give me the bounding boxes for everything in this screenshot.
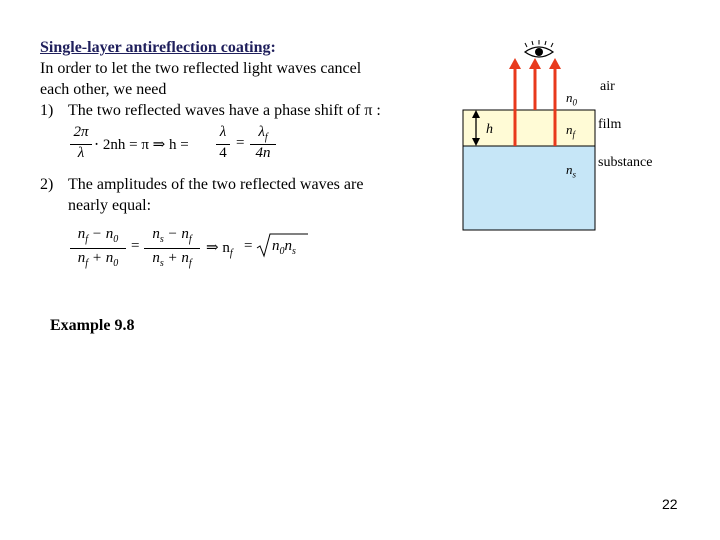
condition-1-number: 1) xyxy=(40,102,54,119)
condition-2-line-1: The amplitudes of the two reflected waves are xyxy=(68,176,364,193)
fraction-bar xyxy=(144,248,200,249)
h-label: h xyxy=(486,122,493,137)
antireflection-diagram xyxy=(455,40,625,235)
slide-title-line xyxy=(40,38,276,58)
film-label: film xyxy=(598,117,622,132)
fraction-2-numerator: $n_s - n_f$ xyxy=(152,226,192,245)
eye-icon xyxy=(525,40,553,57)
implies-nf: ⇒ $n_f$ xyxy=(206,240,233,259)
film-layer xyxy=(463,110,595,146)
nf-label: $n_f$ xyxy=(566,122,576,140)
fraction-bar xyxy=(70,248,126,249)
condition-1-text: The two reflected waves have a phase shift of π : xyxy=(68,102,381,119)
sqrt-contents: $n_0n_s$ xyxy=(272,238,296,257)
condition-2-number: 2) xyxy=(40,176,54,193)
fraction-1-denominator: $n_f + n_0$ xyxy=(77,250,119,269)
lambda-f: λ xyxy=(258,124,265,140)
lambda-f-denominator: 4n xyxy=(255,145,271,161)
reflected-ray-1-arrowhead xyxy=(529,58,541,69)
fraction-2-denominator: $n_s + n_f$ xyxy=(152,250,192,269)
phase-equation xyxy=(70,124,280,166)
substance-label: substance xyxy=(598,155,653,170)
two-pi: 2π xyxy=(73,124,89,140)
amplitude-equation xyxy=(70,226,320,274)
intro-line-2: each other, we need xyxy=(40,81,167,98)
condition-2-line-2: nearly equal: xyxy=(68,197,152,214)
air-label: air xyxy=(600,79,615,94)
lambda-f-subscript: f xyxy=(264,132,268,143)
equals-sign: = xyxy=(131,238,140,254)
lambda-f-numerator xyxy=(250,124,276,143)
two-n-h-expression: ⋅ 2nh = π ⇒ h = xyxy=(94,137,189,153)
slide-title: Single-layer antireflection coating xyxy=(40,39,271,56)
equals-sign: = xyxy=(236,135,245,151)
reflected-ray-2-arrowhead xyxy=(549,58,561,69)
n0-label: $n_0$ xyxy=(566,90,577,108)
fraction-1-numerator: $n_f - n_0$ xyxy=(77,226,119,245)
lambda-denominator: 4 xyxy=(219,145,227,161)
ns-label: $n_s$ xyxy=(566,162,577,180)
example-label: Example 9.8 xyxy=(50,317,135,334)
equals-sign: = xyxy=(244,238,253,254)
substance-layer xyxy=(463,146,595,230)
intro-line-1: In order to let the two reflected light waves cancel xyxy=(40,60,362,77)
incident-ray-arrowhead xyxy=(509,58,521,69)
lambda: λ xyxy=(77,145,85,161)
lambda-numerator: λ xyxy=(219,124,227,140)
title-colon: : xyxy=(270,39,276,56)
page-number: 22 xyxy=(662,496,678,512)
